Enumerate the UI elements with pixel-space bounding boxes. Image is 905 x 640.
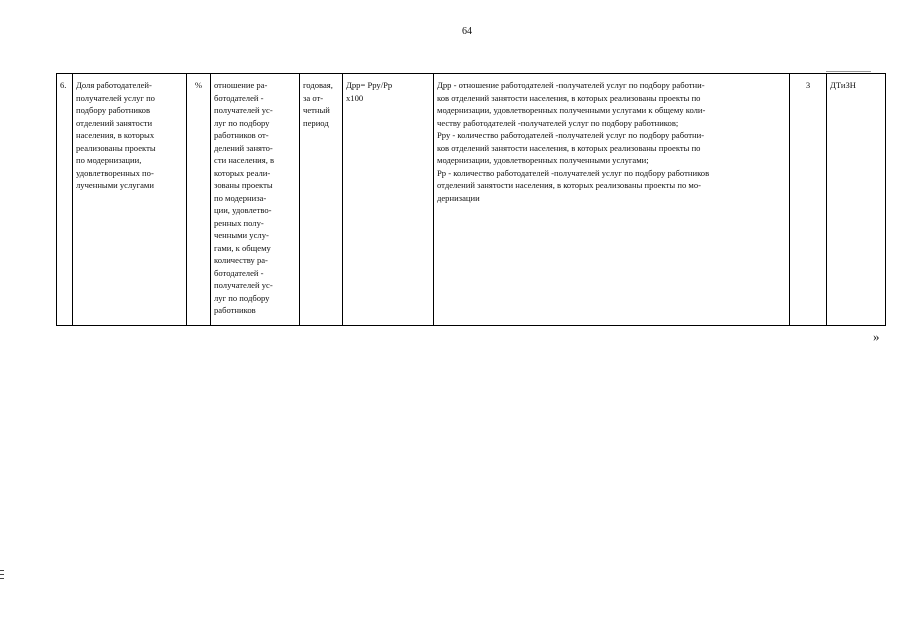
indicator-name: Доля работодателей- получателей услуг по подбору работников отделений занятости населения, в которых реализованы проекты по модернизации, удовлетворенных по- лученными услугами [76,80,156,190]
definition-cell [211,74,300,326]
explanation: Дрр - отношение работодателей -получателей услуг по подбору работни- ков отделений занятости населения, в которых реализованы проекты по модернизации, удовлетворенных полученными услугами к общему коли- честву работодателей -получателей услуг по подбору работников; Рру - количество работодателей -получателей услуг по подбору работни- ков отделений занятости населения, в которых реализованы проекты по модернизации, удовлетворенных полученными услугами; Рр - количество работодателей -получателей услуг по подбору работников отделений занятости населения, в которых реализованы проекты по мо- дернизации [437,80,710,203]
method-code: 3 [805,80,811,90]
explanation-cell [434,74,790,326]
top-rule [826,71,871,72]
table-row [57,74,886,326]
page-number: 64 [462,26,472,37]
source: ДТиЗН [830,80,857,90]
indicator-table [56,73,886,326]
periodicity-cell [300,74,343,326]
source-cell [827,74,886,326]
method-code-cell [790,74,827,326]
unit-cell [187,74,211,326]
indicator-name-cell [73,74,187,326]
margin-mark [0,570,4,582]
row-number: 6. [57,74,73,326]
closing-quote: » [873,329,880,344]
periodicity: годовая, за от- четный период [303,80,333,128]
formula-cell [343,74,434,326]
formula: Дрр= Рру/Рр х100 [346,80,393,103]
definition: отношение ра- ботодателей - получателей ус- луг по подбору работников от- делений занято- сти населения, в которых реали- зованы проекты по модерниза- ции, удовлетво- ренных полу- ченными услу- гами, к общему количеству ра- ботодателей - получателей ус- луг по подбору работников [214,80,275,315]
unit: % [194,80,203,90]
